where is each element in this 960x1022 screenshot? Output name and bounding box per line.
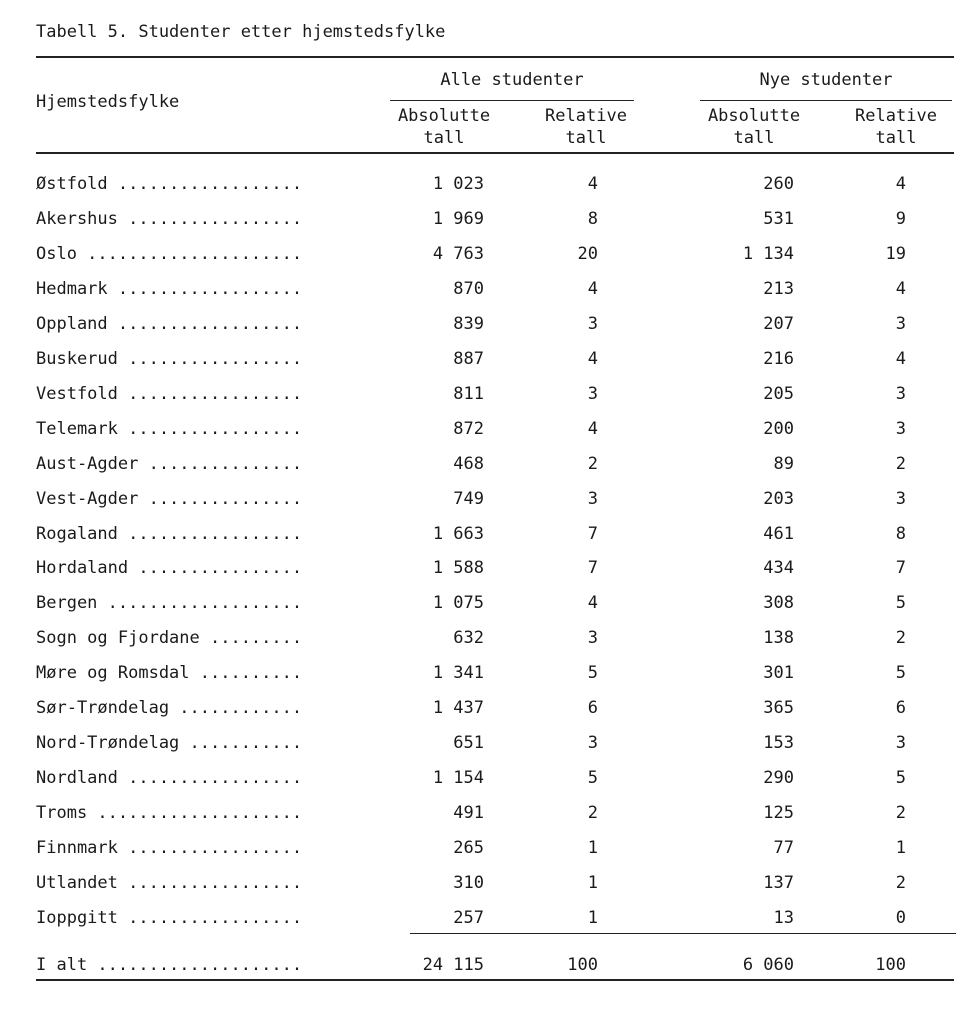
all-abs-cell: 870 bbox=[453, 279, 484, 299]
new-rel-cell: 7 bbox=[895, 558, 906, 578]
all-abs-cell: 749 bbox=[453, 489, 484, 509]
new-rel-cell: 3 bbox=[895, 314, 906, 334]
all-abs-cell: 811 bbox=[453, 384, 484, 404]
all-abs-cell: 1 437 bbox=[432, 698, 484, 718]
new-rel-cell: 2 bbox=[895, 873, 906, 893]
county-name: Sør-Trøndelag ............ bbox=[36, 698, 303, 718]
table-row bbox=[0, 593, 960, 617]
all-abs-cell: 839 bbox=[453, 314, 484, 334]
group-header-new: Nye studenter bbox=[759, 70, 893, 90]
col-header-all-rel bbox=[530, 105, 642, 149]
county-name: Akershus ................. bbox=[36, 209, 303, 229]
new-abs-cell: 137 bbox=[763, 873, 794, 893]
county-name: Nordland ................. bbox=[36, 768, 303, 788]
new-rel-cell: 2 bbox=[895, 628, 906, 648]
all-abs-cell: 310 bbox=[453, 873, 484, 893]
all-rel-cell: 5 bbox=[587, 663, 598, 683]
new-abs-cell: 125 bbox=[763, 803, 794, 823]
new-abs-cell: 138 bbox=[763, 628, 794, 648]
all-rel-cell: 7 bbox=[587, 524, 598, 544]
all-rel-cell: 4 bbox=[587, 593, 598, 613]
county-name: Rogaland ................. bbox=[36, 524, 303, 544]
county-name: Finnmark ................. bbox=[36, 838, 303, 858]
county-name: Ioppgitt ................. bbox=[36, 908, 303, 928]
col-header-all-abs-line2: tall bbox=[423, 128, 465, 148]
group-rule-all bbox=[390, 100, 634, 101]
county-name: Vest-Agder ............... bbox=[36, 489, 303, 509]
all-rel-cell: 4 bbox=[587, 349, 598, 369]
table-row bbox=[0, 524, 960, 548]
group-rule-new bbox=[700, 100, 952, 101]
new-abs-cell: 207 bbox=[763, 314, 794, 334]
new-rel-cell: 1 bbox=[895, 838, 906, 858]
all-rel-cell: 3 bbox=[587, 384, 598, 404]
all-rel-cell: 3 bbox=[587, 628, 598, 648]
row-header-label: Hjemstedsfylke bbox=[36, 92, 180, 112]
new-abs-cell: 200 bbox=[763, 419, 794, 439]
new-abs-cell: 203 bbox=[763, 489, 794, 509]
new-abs-cell: 216 bbox=[763, 349, 794, 369]
county-name: Vestfold ................. bbox=[36, 384, 303, 404]
new-abs-cell: 153 bbox=[763, 733, 794, 753]
new-rel-cell: 3 bbox=[895, 733, 906, 753]
table-row bbox=[0, 279, 960, 303]
new-rel-cell: 19 bbox=[885, 244, 906, 264]
total-new-abs: 6 060 bbox=[742, 955, 794, 975]
all-abs-cell: 1 154 bbox=[432, 768, 484, 788]
total-all-abs: 24 115 bbox=[422, 955, 484, 975]
table-row bbox=[0, 663, 960, 687]
new-rel-cell: 4 bbox=[895, 349, 906, 369]
all-abs-cell: 1 075 bbox=[432, 593, 484, 613]
new-rel-cell: 3 bbox=[895, 489, 906, 509]
all-rel-cell: 20 bbox=[577, 244, 598, 264]
all-abs-cell: 1 023 bbox=[432, 174, 484, 194]
new-abs-cell: 13 bbox=[773, 908, 794, 928]
new-abs-cell: 434 bbox=[763, 558, 794, 578]
all-rel-cell: 3 bbox=[587, 314, 598, 334]
table-row bbox=[0, 873, 960, 897]
new-rel-cell: 3 bbox=[895, 419, 906, 439]
new-rel-cell: 4 bbox=[895, 279, 906, 299]
table-row bbox=[0, 768, 960, 792]
group-header-all: Alle studenter bbox=[440, 70, 584, 90]
county-name: Hedmark .................. bbox=[36, 279, 303, 299]
county-name: Bergen ................... bbox=[36, 593, 303, 613]
new-abs-cell: 213 bbox=[763, 279, 794, 299]
table-row bbox=[0, 803, 960, 827]
all-rel-cell: 3 bbox=[587, 489, 598, 509]
table-row bbox=[0, 244, 960, 268]
all-rel-cell: 5 bbox=[587, 768, 598, 788]
table-row bbox=[0, 558, 960, 582]
all-rel-cell: 4 bbox=[587, 279, 598, 299]
table-row bbox=[0, 209, 960, 233]
all-rel-cell: 4 bbox=[587, 419, 598, 439]
all-abs-cell: 651 bbox=[453, 733, 484, 753]
new-rel-cell: 0 bbox=[895, 908, 906, 928]
total-new-rel: 100 bbox=[875, 955, 906, 975]
bottom-rule bbox=[36, 979, 954, 981]
table-row bbox=[0, 314, 960, 338]
new-rel-cell: 2 bbox=[895, 454, 906, 474]
new-abs-cell: 1 134 bbox=[742, 244, 794, 264]
all-rel-cell: 7 bbox=[587, 558, 598, 578]
table-row bbox=[0, 419, 960, 443]
table-row bbox=[0, 454, 960, 478]
county-name: Aust-Agder ............... bbox=[36, 454, 303, 474]
new-rel-cell: 4 bbox=[895, 174, 906, 194]
county-name: Nord-Trøndelag ........... bbox=[36, 733, 303, 753]
all-rel-cell: 1 bbox=[587, 908, 598, 928]
all-rel-cell: 2 bbox=[587, 454, 598, 474]
new-abs-cell: 205 bbox=[763, 384, 794, 404]
new-rel-cell: 8 bbox=[895, 524, 906, 544]
new-rel-cell: 5 bbox=[895, 663, 906, 683]
new-rel-cell: 5 bbox=[895, 768, 906, 788]
new-rel-cell: 9 bbox=[895, 209, 906, 229]
col-header-new-rel bbox=[840, 105, 952, 149]
table-row bbox=[0, 628, 960, 652]
header-bottom-rule bbox=[36, 152, 954, 154]
all-abs-cell: 1 663 bbox=[432, 524, 484, 544]
table-row bbox=[0, 384, 960, 408]
table-row bbox=[0, 349, 960, 373]
col-header-new-rel-line2: tall bbox=[875, 128, 917, 148]
col-header-all-abs-line1: Absolutte bbox=[397, 106, 491, 126]
new-rel-cell: 6 bbox=[895, 698, 906, 718]
table-row bbox=[0, 838, 960, 862]
all-abs-cell: 491 bbox=[453, 803, 484, 823]
all-abs-cell: 1 588 bbox=[432, 558, 484, 578]
new-abs-cell: 290 bbox=[763, 768, 794, 788]
all-abs-cell: 1 341 bbox=[432, 663, 484, 683]
all-abs-cell: 1 969 bbox=[432, 209, 484, 229]
new-abs-cell: 308 bbox=[763, 593, 794, 613]
all-rel-cell: 1 bbox=[587, 873, 598, 893]
county-name: Oppland .................. bbox=[36, 314, 303, 334]
county-name: Østfold .................. bbox=[36, 174, 303, 194]
new-abs-cell: 89 bbox=[773, 454, 794, 474]
all-rel-cell: 2 bbox=[587, 803, 598, 823]
table-row bbox=[0, 174, 960, 198]
county-name: Telemark ................. bbox=[36, 419, 303, 439]
new-abs-cell: 531 bbox=[763, 209, 794, 229]
top-rule bbox=[36, 56, 954, 58]
all-abs-cell: 632 bbox=[453, 628, 484, 648]
all-rel-cell: 6 bbox=[587, 698, 598, 718]
all-rel-cell: 1 bbox=[587, 838, 598, 858]
col-header-all-rel-line2: tall bbox=[565, 128, 607, 148]
county-name: Utlandet ................. bbox=[36, 873, 303, 893]
total-all-rel: 100 bbox=[567, 955, 598, 975]
table-row bbox=[0, 733, 960, 757]
table-row bbox=[0, 489, 960, 513]
table-row bbox=[0, 698, 960, 722]
total-row bbox=[0, 955, 960, 979]
county-name: Møre og Romsdal .......... bbox=[36, 663, 303, 683]
all-abs-cell: 257 bbox=[453, 908, 484, 928]
county-name: Sogn og Fjordane ......... bbox=[36, 628, 303, 648]
col-header-new-abs bbox=[694, 105, 814, 149]
all-abs-cell: 468 bbox=[453, 454, 484, 474]
all-abs-cell: 872 bbox=[453, 419, 484, 439]
county-name: Buskerud ................. bbox=[36, 349, 303, 369]
all-rel-cell: 8 bbox=[587, 209, 598, 229]
new-abs-cell: 365 bbox=[763, 698, 794, 718]
total-label: I alt .................... bbox=[36, 955, 303, 975]
all-rel-cell: 3 bbox=[587, 733, 598, 753]
new-rel-cell: 5 bbox=[895, 593, 906, 613]
all-abs-cell: 887 bbox=[453, 349, 484, 369]
col-header-all-abs bbox=[384, 105, 504, 149]
new-rel-cell: 3 bbox=[895, 384, 906, 404]
subtotal-rule bbox=[410, 933, 956, 934]
all-abs-cell: 265 bbox=[453, 838, 484, 858]
new-rel-cell: 2 bbox=[895, 803, 906, 823]
col-header-new-abs-line2: tall bbox=[733, 128, 775, 148]
county-name: Troms .................... bbox=[36, 803, 303, 823]
new-abs-cell: 461 bbox=[763, 524, 794, 544]
table-row bbox=[0, 908, 960, 932]
county-name: Oslo ..................... bbox=[36, 244, 303, 264]
county-name: Hordaland ................ bbox=[36, 558, 303, 578]
all-rel-cell: 4 bbox=[587, 174, 598, 194]
table-title: Tabell 5. Studenter etter hjemstedsfylke bbox=[36, 22, 446, 42]
col-header-all-rel-line1: Relative bbox=[545, 106, 627, 126]
col-header-new-rel-line1: Relative bbox=[855, 106, 937, 126]
new-abs-cell: 301 bbox=[763, 663, 794, 683]
new-abs-cell: 260 bbox=[763, 174, 794, 194]
col-header-new-abs-line1: Absolutte bbox=[707, 106, 801, 126]
all-abs-cell: 4 763 bbox=[432, 244, 484, 264]
new-abs-cell: 77 bbox=[773, 838, 794, 858]
